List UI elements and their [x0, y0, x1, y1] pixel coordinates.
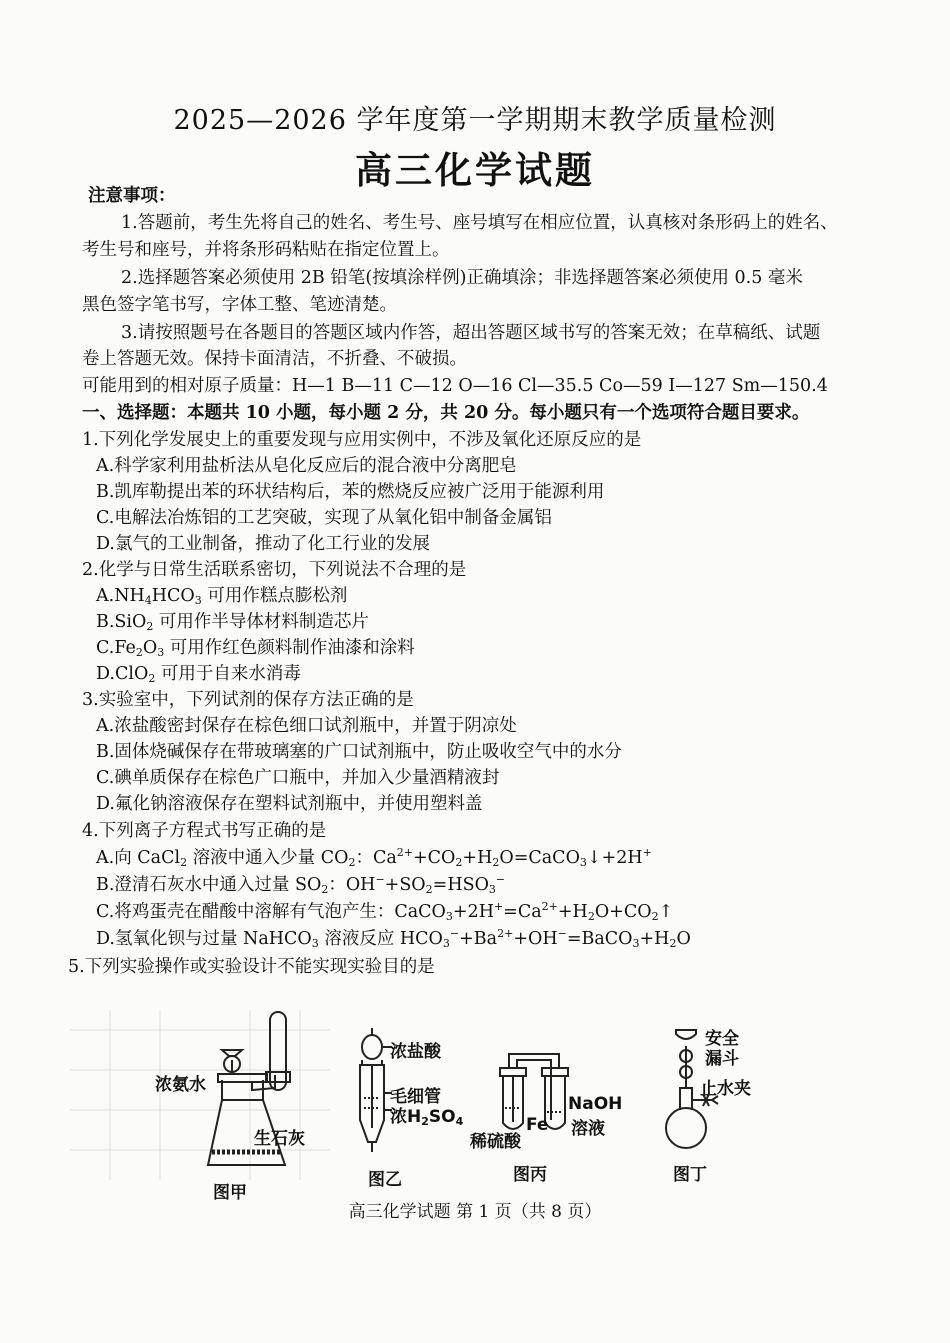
fig-c-label-naoh: NaOH [568, 1094, 623, 1114]
q1-option-d: D.氯气的工业制备，推动了化工行业的发展 [96, 534, 430, 554]
q4-option-a: A.向 CaCl$_2$ 溶液中通入少量 $CO_2$：$Ca^{2+}+CO_2+H_2O=CaCO_3↓+2H^+$ [96, 846, 652, 869]
fig-c-caption: 图丙 [513, 1165, 547, 1185]
fig-d-label-funnel-1: 安全 [705, 1029, 739, 1049]
atomic-masses: 可能用到的相对原子质量：H—1 B—11 C—12 O—16 Cl—35.5 Co—59 I—127 Sm—150.4 [82, 376, 828, 396]
fig-b-caption: 图乙 [368, 1170, 402, 1190]
q1-stem: 1.下列化学发展史上的重要发现与应用实例中，不涉及氧化还原反应的是 [82, 430, 642, 450]
notice-item-1a: 1.答题前，考生先将自己的姓名、考生号、座号填写在相应位置，认真核对条形码上的姓名、 [121, 213, 838, 233]
q3-option-d: D.氟化钠溶液保存在塑料试剂瓶中，并使用塑料盖 [96, 794, 483, 814]
fig-c-label-solution: 溶液 [571, 1119, 605, 1139]
fig-b-label-capillary: 毛细管 [390, 1087, 441, 1107]
notice-item-3a: 3.请按照题号在各题目的答题区域内作答，超出答题区域书写的答案无效；在草稿纸、试题 [121, 323, 821, 343]
year-title: 2025—2026 学年度第一学期期末教学质量检测 [173, 105, 777, 136]
fig-a-label-ammonia: 浓氨水 [155, 1075, 206, 1095]
notice-heading: 注意事项： [88, 186, 176, 206]
notice-item-3b: 卷上答题无效。保持卡面清洁，不折叠、不破损。 [82, 349, 467, 369]
q2-option-d: D.ClO$_2$ 可用于自来水消毒 [96, 664, 301, 685]
q3-option-a: A.浓盐酸密封保存在棕色细口试剂瓶中，并置于阴凉处 [96, 716, 517, 736]
page-footer: 高三化学试题 第 1 页（共 8 页） [348, 1202, 602, 1222]
q1-option-c: C.电解法冶炼铝的工艺突破，实现了从氧化铝中制备金属铝 [96, 508, 552, 528]
section-heading: 一、选择题：本题共 10 小题，每小题 2 分，共 20 分。每小题只有一个选项符合题目要求。 [82, 403, 810, 423]
q3-option-c: C.碘单质保存在棕色广口瓶中，并加入少量酒精液封 [96, 768, 500, 788]
fig-d-caption: 图丁 [673, 1165, 707, 1185]
q4-option-c: C.将鸡蛋壳在醋酸中溶解有气泡产生：$CaCO_3+2H^+=Ca^{2+}+H_2O+CO_2↑$ [96, 900, 674, 923]
q2-option-b: B.SiO$_2$ 可用作半导体材料制造芯片 [96, 612, 369, 633]
q5-stem: 5.下列实验操作或实验设计不能实现实验目的是 [68, 957, 435, 977]
fig-a-label-lime: 生石灰 [254, 1129, 305, 1149]
q3-option-b: B.固体烧碱保存在带玻璃塞的广口试剂瓶中，防止吸收空气中的水分 [96, 742, 622, 762]
q4-option-b: B.澄清石灰水中通入过量 $SO_2$：$OH^-+SO_2=HSO_3^-$ [96, 873, 506, 896]
notice-item-1b: 考生号和座号，并将条形码粘贴在指定位置上。 [82, 240, 450, 260]
q4-option-d: D.氢氧化钡与过量 NaHCO$_3$ 溶液反应 $HCO_3^-+Ba^{2+}+OH^-=BaCO_3+H_2O$ [96, 927, 691, 950]
exam-title: 高三化学试题 [355, 148, 595, 192]
q1-option-a: A.科学家利用盐析法从皂化反应后的混合液中分离肥皂 [96, 456, 517, 476]
notice-item-2b: 黑色签字笔书写，字体工整、笔迹清楚。 [82, 295, 397, 315]
q1-option-b: B.凯库勒提出苯的环状结构后，苯的燃烧反应被广泛用于能源利用 [96, 482, 605, 502]
q3-stem: 3.实验室中，下列试剂的保存方法正确的是 [82, 690, 414, 710]
q2-option-a: $A.NH_4HCO_3$ 可用作糕点膨松剂 [96, 586, 348, 607]
fig-d-label-funnel-2: 漏斗 [705, 1049, 739, 1069]
fig-a-caption: 图甲 [213, 1183, 247, 1203]
fig-b-apparatus [360, 1028, 392, 1152]
fig-b-label-hcl: 浓盐酸 [390, 1042, 441, 1062]
q4-stem: 4.下列离子方程式书写正确的是 [82, 821, 327, 841]
q2-option-c: $C.Fe_2O_3$ 可用作红色颜料制作油漆和涂料 [96, 638, 415, 659]
fig-c-label-fe: Fe [526, 1115, 549, 1135]
fig-d-label-clamp: 止水夹 [700, 1079, 751, 1099]
notice-item-2a: 2.选择题答案必须使用 2B 铅笔(按填涂样例)正确填涂；非选择题答案必须使用 0.5 毫米 [121, 268, 803, 288]
q2-stem: 2.化学与日常生活联系密切，下列说法不合理的是 [82, 560, 467, 580]
fig-b-label-h2so4: 浓$H_2SO_4$ [390, 1107, 464, 1128]
grid-lines [70, 1010, 330, 1180]
fig-c-label-acid: 稀硫酸 [470, 1132, 521, 1152]
